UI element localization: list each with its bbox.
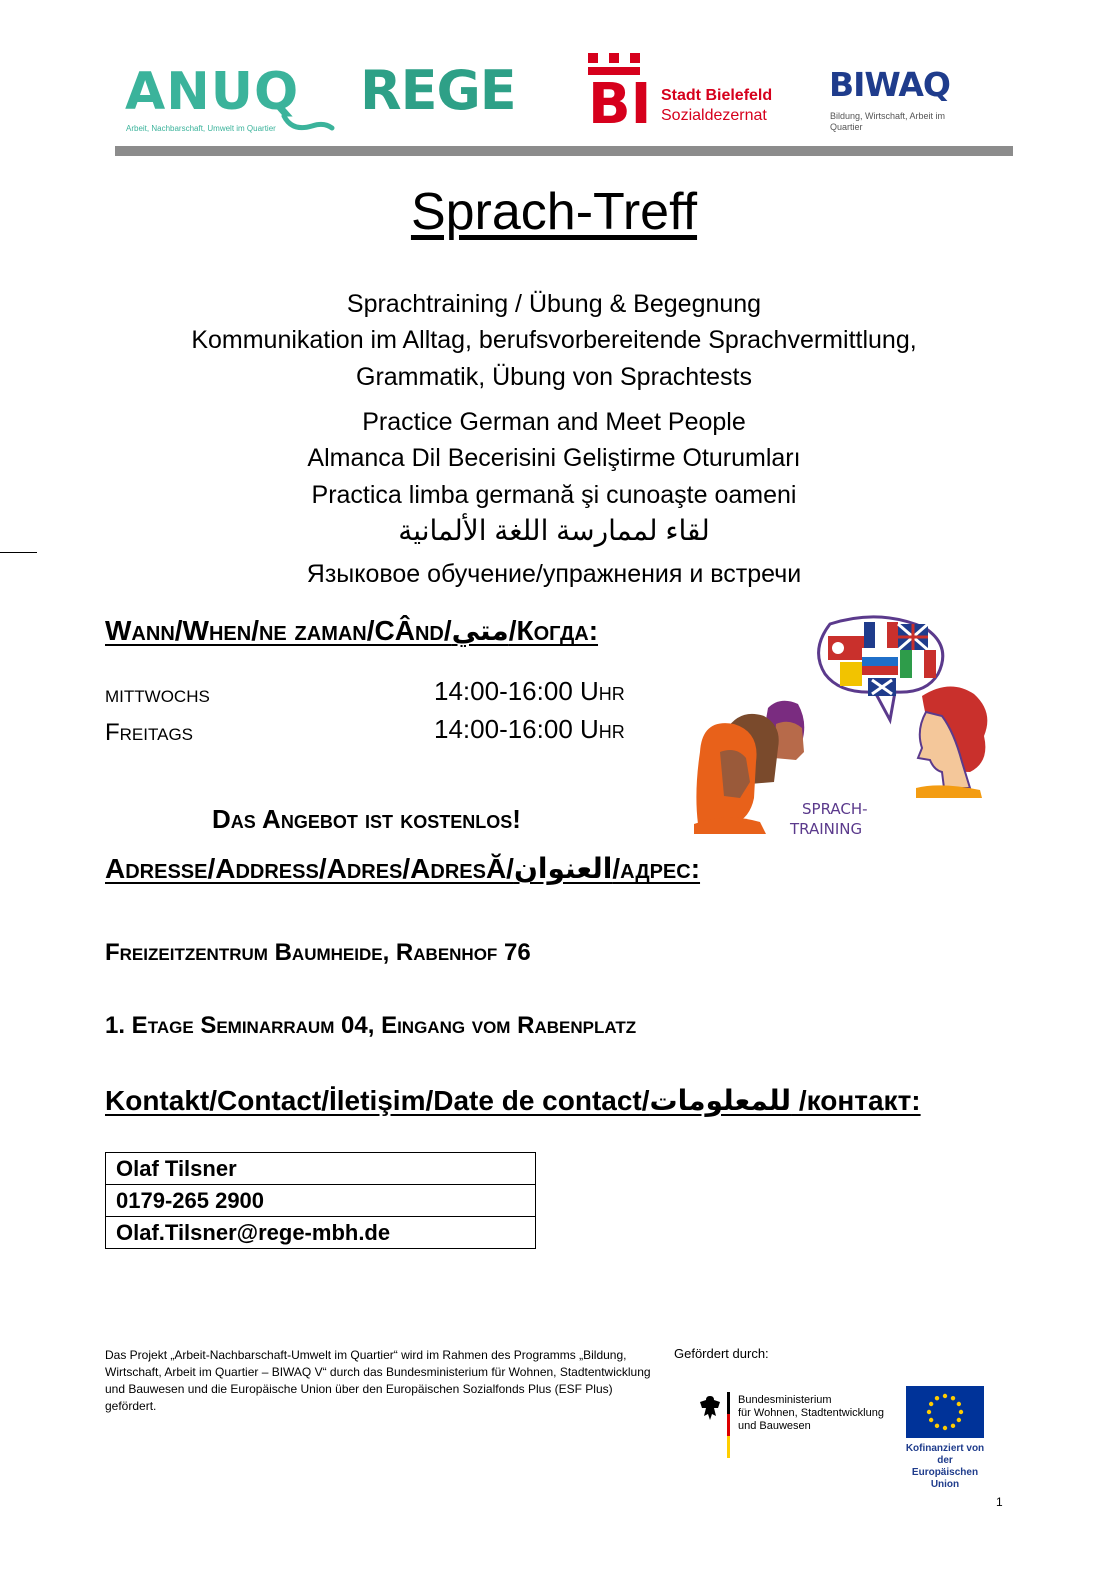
- ministry-line-1: Bundesministerium: [738, 1394, 832, 1406]
- margin-tick-mark: [0, 552, 37, 553]
- contact-name: Olaf Tilsner: [106, 1153, 536, 1185]
- eu-star: [957, 1402, 961, 1406]
- eu-star: [957, 1418, 961, 1422]
- contact-phone[interactable]: 0179-265 2900: [106, 1185, 536, 1217]
- address-line-1: Freizeitzentrum Baumheide, Rabenhof 76: [105, 939, 531, 966]
- page-number: 1: [996, 1495, 1003, 1509]
- page-title: Sprach-Treff: [410, 183, 698, 241]
- stadt-bielefeld-label: Stadt Bielefeld: [661, 87, 773, 104]
- eu-star: [929, 1418, 933, 1422]
- eu-line-2: Europäischen Union: [911, 1467, 979, 1490]
- anuq-tagline: Arbeit, Nachbarschaft, Umwelt im Quartier: [126, 124, 276, 133]
- biwaq-tagline: Bildung, Wirtschaft, Arbeit im Quartier: [830, 111, 946, 132]
- ministry-name: [738, 1394, 884, 1433]
- biwaq-logo: BIWAQ: [829, 65, 950, 104]
- address-heading: Adresse/Address/Adres/AdresĂ/العنوان/адрес:: [105, 853, 701, 884]
- when-heading: Wann/When/ne zaman/CÂnd/متي/Когда:: [105, 615, 599, 646]
- eu-cofunded-label: [900, 1443, 990, 1491]
- contact-email[interactable]: Olaf.Tilsner@rege-mbh.de: [106, 1217, 536, 1249]
- subtitle-line-3: Grammatik, Übung von Sprachtests: [356, 363, 752, 391]
- ministry-line-2: für Wohnen, Stadtentwicklung: [738, 1407, 884, 1419]
- eu-star: [935, 1396, 939, 1400]
- eu-star: [959, 1410, 963, 1414]
- eu-line-1: Kofinanziert von der: [905, 1443, 985, 1466]
- subtitle-russian: Языковое обучение/упражнения и встречи: [306, 560, 802, 588]
- contact-table: [105, 1152, 536, 1249]
- person-right-icon: [916, 686, 987, 798]
- federal-eagle-icon: [698, 1394, 722, 1422]
- sprachtraining-illustration: [690, 612, 1000, 844]
- address-line-2: 1. Etage Seminarraum 04, Eingang vom Rabenplatz: [105, 1012, 637, 1039]
- subtitle-romanian: Practica limba germană şi cunoaşte oameni: [311, 481, 797, 509]
- time-label-1: 14:00-16:00 Uhr: [434, 676, 625, 706]
- funded-by-label: Gefördert durch:: [674, 1346, 769, 1361]
- eu-flag-icon: [906, 1386, 984, 1438]
- eu-star: [951, 1396, 955, 1400]
- contact-heading: Kontakt/Contact/İletişim/Date de contact/للمعلومات /контакт:: [105, 1085, 921, 1116]
- anuq-logo: ANUQ: [125, 62, 300, 122]
- anuq-swoosh-icon: [282, 112, 334, 134]
- sozialdezernat-label: Sozialdezernat: [661, 107, 767, 124]
- day-label-1: mittwochs: [105, 681, 210, 708]
- subtitle-arabic: لقاء لممارسة اللغة الألمانية: [398, 515, 710, 546]
- day-label-2: Freitags: [105, 719, 194, 746]
- people-group-icon: [694, 701, 804, 834]
- illustration-caption-line-2: TRAINING: [790, 820, 863, 838]
- footer-funding-text: Das Projekt „Arbeit-Nachbarschaft-Umwelt im Quartier“ wird im Rahmen des Programms „Bildung, Wirtschaft, Arbeit im Quartier – BIWAQ V“ durch das Bundesministerium für Wohnen, Stadtentwicklung und Bauwesen und die Europäische Union über den Europäischen Sozialfonds Plus (ESF Plus) gefördert.: [105, 1348, 651, 1413]
- rege-logo: REGE: [360, 59, 516, 122]
- subtitle-line-2: Kommunikation im Alltag, berufsvorbereitende Sprachvermittlung,: [191, 326, 917, 354]
- free-offer-notice: Das Angebot ist kostenlos!: [212, 804, 521, 834]
- ministry-line-3: und Bauwesen: [738, 1420, 811, 1432]
- subtitle-turkish: Almanca Dil Becerisini Geliştirme Oturumları: [307, 444, 801, 472]
- subtitle-english: Practice German and Meet People: [362, 408, 746, 436]
- eu-star: [935, 1424, 939, 1428]
- eu-star: [943, 1394, 947, 1398]
- bielefeld-logo-icon: [588, 53, 652, 137]
- illustration-caption-line-1: SPRACH-: [802, 800, 868, 818]
- bi-letters: BI: [588, 72, 652, 137]
- header-divider: [115, 146, 1013, 156]
- eu-star: [929, 1402, 933, 1406]
- eu-star: [951, 1424, 955, 1428]
- eu-star: [927, 1410, 931, 1414]
- german-flag-stripe-icon: [727, 1392, 730, 1458]
- subtitle-line-1: Sprachtraining / Übung & Begegnung: [346, 290, 762, 318]
- eu-star: [943, 1426, 947, 1430]
- time-label-2: 14:00-16:00 Uhr: [434, 714, 625, 744]
